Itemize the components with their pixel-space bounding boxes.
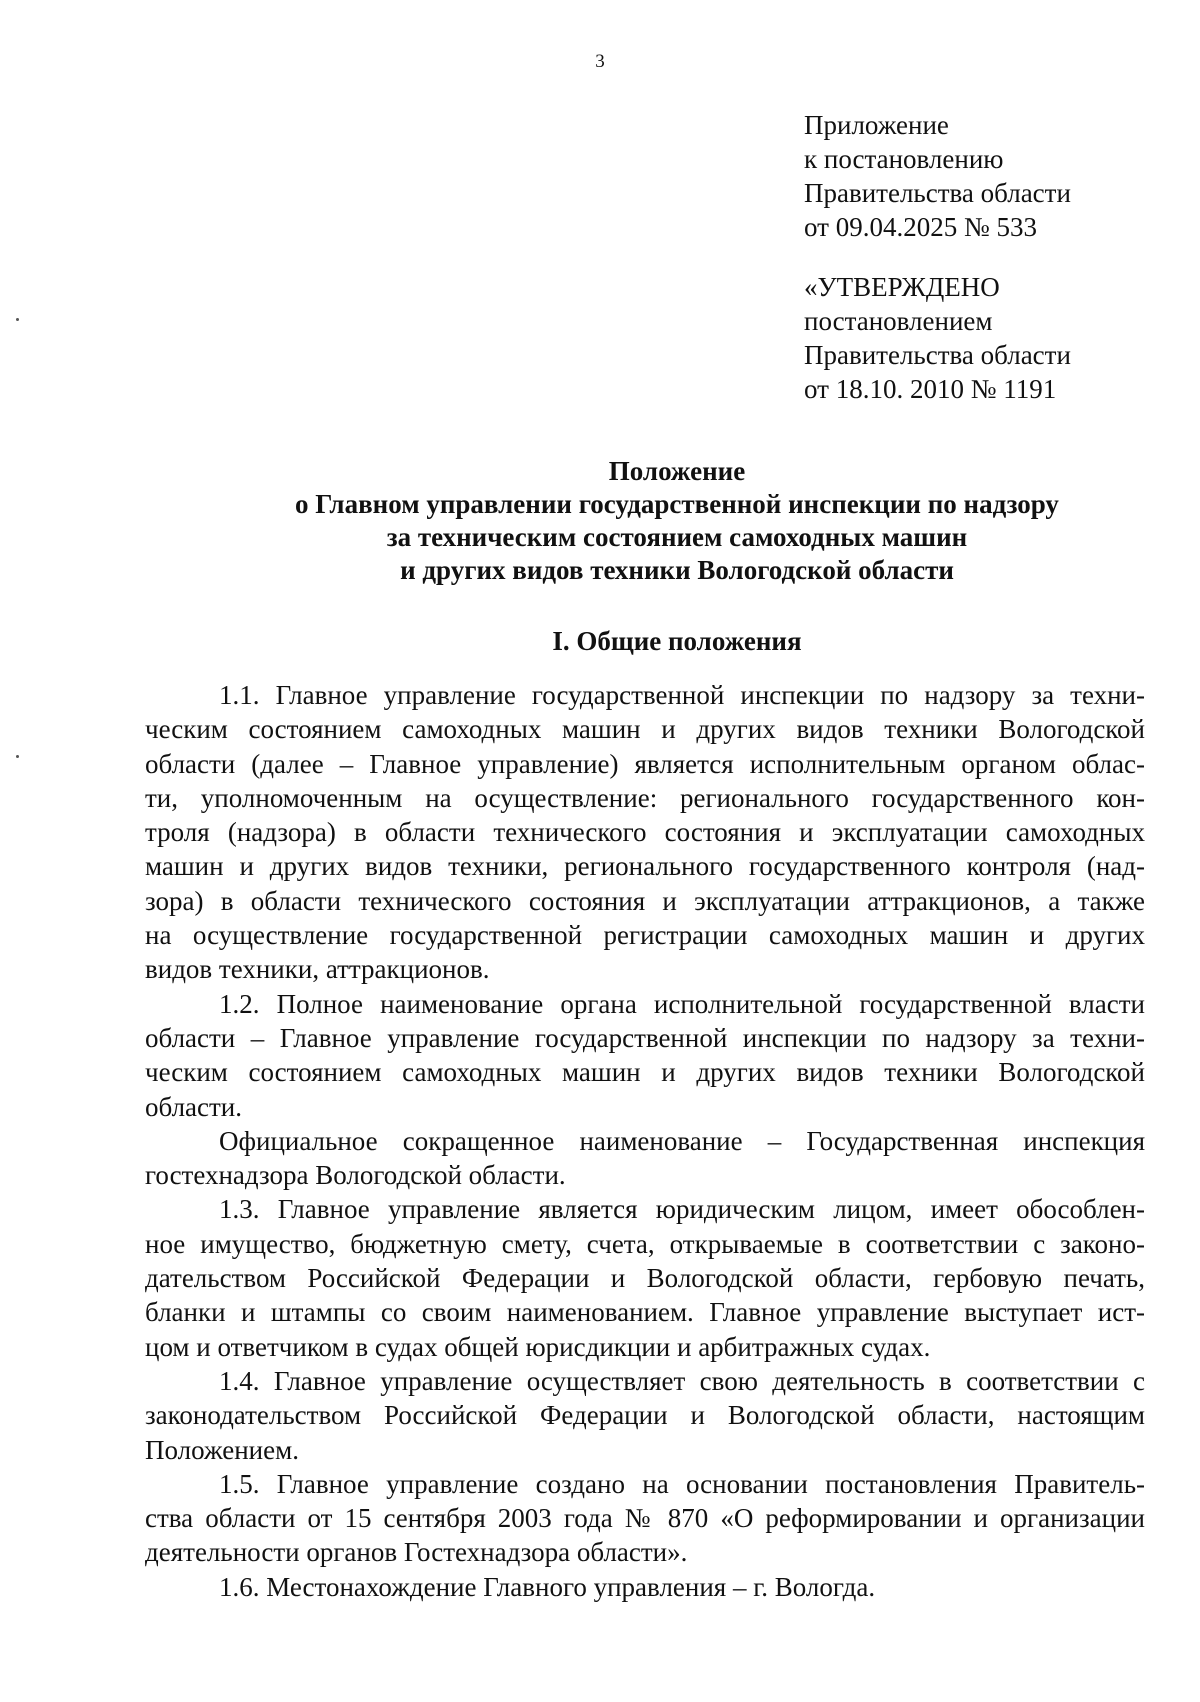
paragraph-line: троля (надзора) в области технического состояния и эксплуатации самоходных (145, 817, 1145, 848)
paragraph-line: законодательством Российской Федерации и Вологодской области, настоящим (145, 1400, 1145, 1431)
paragraph (145, 1570, 1145, 1604)
paragraph (145, 987, 1145, 1124)
approved-line: от 18.10. 2010 № 1191 (804, 374, 1057, 404)
approved-line: постановлением (804, 306, 993, 336)
paragraph-line: ческим состоянием самоходных машин и других видов техники Вологодской (145, 1057, 1145, 1088)
paragraph-line: дательством Российской Федерации и Вологодской области, гербовую печать, (145, 1263, 1145, 1294)
scan-dot (16, 318, 19, 321)
paragraph-line: Положением. (145, 1434, 299, 1465)
paragraph-line: 1.2. Полное наименование органа исполнительной государственной власти (219, 988, 1145, 1019)
paragraph (145, 1192, 1145, 1363)
paragraph-line: ства области от 15 сентября 2003 года № 870 «О реформировании и организации (145, 1503, 1145, 1534)
title-line: о Главном управлении государственной инспекции по надзору (295, 489, 1059, 519)
paragraph-line: бланки и штампы со своим наименованием. Главное управление выступает ист- (145, 1297, 1145, 1328)
paragraph-line: ти, уполномоченным на осуществление: регионального государственного кон- (145, 782, 1145, 813)
paragraph (145, 678, 1145, 987)
section-heading: I. Общие положения (552, 626, 802, 656)
title-line: Положение (608, 456, 746, 486)
annex-line: к постановлению (804, 144, 1004, 174)
paragraph-line: зора) в области технического состояния и эксплуатации аттракционов, а также (145, 885, 1145, 916)
annex-line: Приложение (804, 110, 949, 140)
paragraph-line: 1.1. Главное управление государственной инспекции по надзору за техни- (219, 680, 1145, 710)
paragraph-line: 1.3. Главное управление является юридическим лицом, имеет обособлен- (219, 1194, 1145, 1225)
paragraph-line: ческим состоянием самоходных машин и других видов техники Вологодской (145, 714, 1145, 745)
document-body (145, 678, 1145, 1604)
approval-stamp-text (804, 270, 1174, 406)
paragraph-line: цом и ответчиком в судах общей юрисдикции и арбитражных судах. (145, 1331, 931, 1362)
paragraph-line: ное имущество, бюджетную смету, счета, открываемые в соответствии с законо- (145, 1228, 1145, 1259)
scan-dot (16, 755, 19, 758)
page-number: 3 (595, 51, 605, 72)
title-line: и других видов техники Вологодской области (400, 555, 954, 585)
paragraph-line: области (далее – Главное управление) является исполнительным органом облас- (145, 748, 1145, 779)
paragraph (145, 1364, 1145, 1467)
paragraph (145, 1124, 1145, 1193)
paragraph-line: машин и других видов техники, регионального государственного контроля (над- (145, 851, 1145, 882)
paragraph-line: Официальное сокращенное наименование – Государственная инспекция (219, 1125, 1145, 1156)
paragraph-line: гостехнадзора Вологодской области. (145, 1160, 566, 1191)
paragraph-line: 1.4. Главное управление осуществляет свою деятельность в соответствии с (219, 1365, 1145, 1396)
paragraph-line: области. (145, 1091, 243, 1122)
approved-line: «УТВЕРЖДЕНО (804, 272, 1000, 302)
paragraph (145, 1467, 1145, 1570)
annex-line: от 09.04.2025 № 533 (804, 212, 1037, 242)
paragraph-line: на осуществление государственной регистрации самоходных машин и других (145, 920, 1145, 951)
paragraph-line: деятельности органов Гостехнадзора области». (145, 1537, 688, 1568)
paragraph-line: видов техники, аттракционов. (145, 954, 490, 985)
annex-line: Правительства области (804, 178, 1071, 208)
paragraph-line: 1.5. Главное управление создано на основании постановления Правитель- (219, 1468, 1145, 1499)
paragraph-line: 1.6. Местонахождение Главного управления – г. Вологда. (219, 1571, 876, 1602)
title-line: за техническим состоянием самоходных машин (386, 522, 968, 552)
approved-line: Правительства области (804, 340, 1071, 370)
annex-reference (804, 108, 1174, 244)
document-title (200, 455, 1154, 587)
paragraph-line: области – Главное управление государственной инспекции по надзору за техни- (145, 1022, 1145, 1053)
